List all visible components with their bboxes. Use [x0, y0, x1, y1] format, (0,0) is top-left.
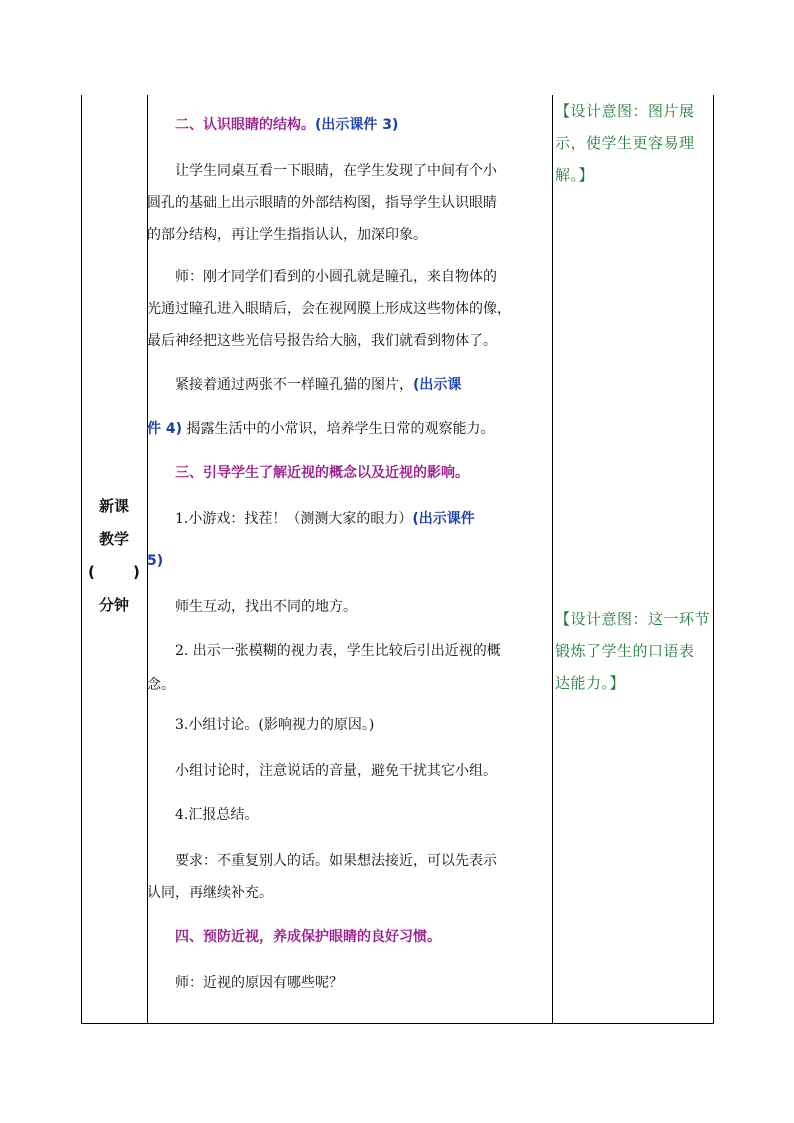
design-notes-column	[553, 95, 714, 1024]
section-4-heading	[147, 921, 552, 953]
item-3: 3.小组讨论。(影响视力的原因。)	[175, 717, 375, 733]
paragraph-1-line-3: 的部分结构，再让学生指指认认，加深印象。	[147, 227, 427, 243]
item-1	[147, 503, 552, 535]
courseware-5-note-end: 5)	[147, 553, 164, 569]
courseware-4-note-end: 件 4)	[147, 421, 183, 437]
stage-label	[81, 490, 147, 622]
content-column	[147, 95, 552, 1024]
paragraph-2-line-2: 光通过瞳孔进入眼睛后，会在视网膜上形成这些物体的像，	[147, 301, 511, 317]
paragraph-2-line-3: 最后神经把这些光信号报告给大脑，我们就看到物体了。	[147, 333, 497, 349]
section-4-title: 四、预防近视，养成保护眼睛的良好习惯。	[175, 929, 441, 945]
section-3-heading	[147, 457, 552, 489]
paren-close: )	[133, 563, 140, 581]
courseware-4-note-start: (出示课	[413, 377, 462, 393]
item-1-text: 1.小游戏：找茬！（测测大家的眼力）	[175, 511, 413, 527]
design-note-2	[555, 603, 713, 699]
item-2-line-2: 念。	[147, 677, 175, 693]
item-3-sub: 小组讨论时，注意说话的音量，避免干扰其它小组。	[175, 763, 497, 779]
design-note-1-line-2: 示，使学生更容易理	[555, 134, 695, 152]
paragraph-3-line-2	[147, 413, 552, 445]
design-note-2-line-3: 达能力。】	[555, 674, 626, 692]
paragraph-3-line-1	[147, 369, 552, 401]
question-1: 师：近视的原因有哪些呢？	[175, 975, 343, 991]
design-note-1-line-3: 解。】	[555, 166, 595, 184]
item-2-line-1: 2. 出示一张模糊的视力表，学生比较后引出近视的概	[175, 643, 501, 659]
section-2-title: 二、认识眼睛的结构。	[175, 117, 315, 133]
paragraph-3-text: 紧接着通过两张不一样瞳孔猫的图片，	[175, 377, 413, 393]
section-2-courseware-note: (出示课件 3)	[315, 117, 399, 133]
design-note-1	[555, 95, 713, 191]
requirement-line-2: 认同，再继续补充。	[147, 885, 273, 901]
stage-label-line2: 教学	[98, 530, 129, 548]
lesson-table	[81, 95, 714, 1024]
paragraph-1-line-1: 让学生同桌互看一下眼睛，在学生发现了中间有个小	[175, 163, 497, 179]
paragraph-3-text-2: 揭露生活中的小常识，培养学生日常的观察能力。	[186, 421, 495, 437]
section-2-heading	[147, 109, 552, 141]
paren-open: (	[88, 563, 95, 581]
stage-label-line1: 新课	[98, 497, 129, 515]
item-1-sub: 师生互动，找出不同的地方。	[175, 599, 357, 615]
stage-label-minutes-blank	[81, 556, 147, 589]
stage-label-line4: 分钟	[98, 596, 129, 614]
requirement-line-1: 要求：不重复别人的话。如果想法接近，可以先表示	[175, 853, 497, 869]
courseware-5-note-start: (出示课件	[412, 511, 475, 527]
item-4: 4.汇报总结。	[175, 807, 259, 823]
item-1-continued	[147, 545, 552, 577]
stage-column	[81, 95, 147, 1024]
section-3-title: 三、引导学生了解近视的概念以及近视的影响。	[175, 465, 469, 481]
design-note-2-line-1: 【设计意图：这一环节	[555, 610, 711, 628]
design-note-2-line-2: 锻炼了学生的口语表	[555, 642, 695, 660]
paragraph-2-line-1: 师：刚才同学们看到的小圆孔就是瞳孔，来自物体的	[175, 269, 497, 285]
design-note-1-line-1: 【设计意图：图片展	[555, 102, 695, 120]
paragraph-1-line-2: 圆孔的基础上出示眼睛的外部结构图，指导学生认识眼睛	[147, 195, 497, 211]
